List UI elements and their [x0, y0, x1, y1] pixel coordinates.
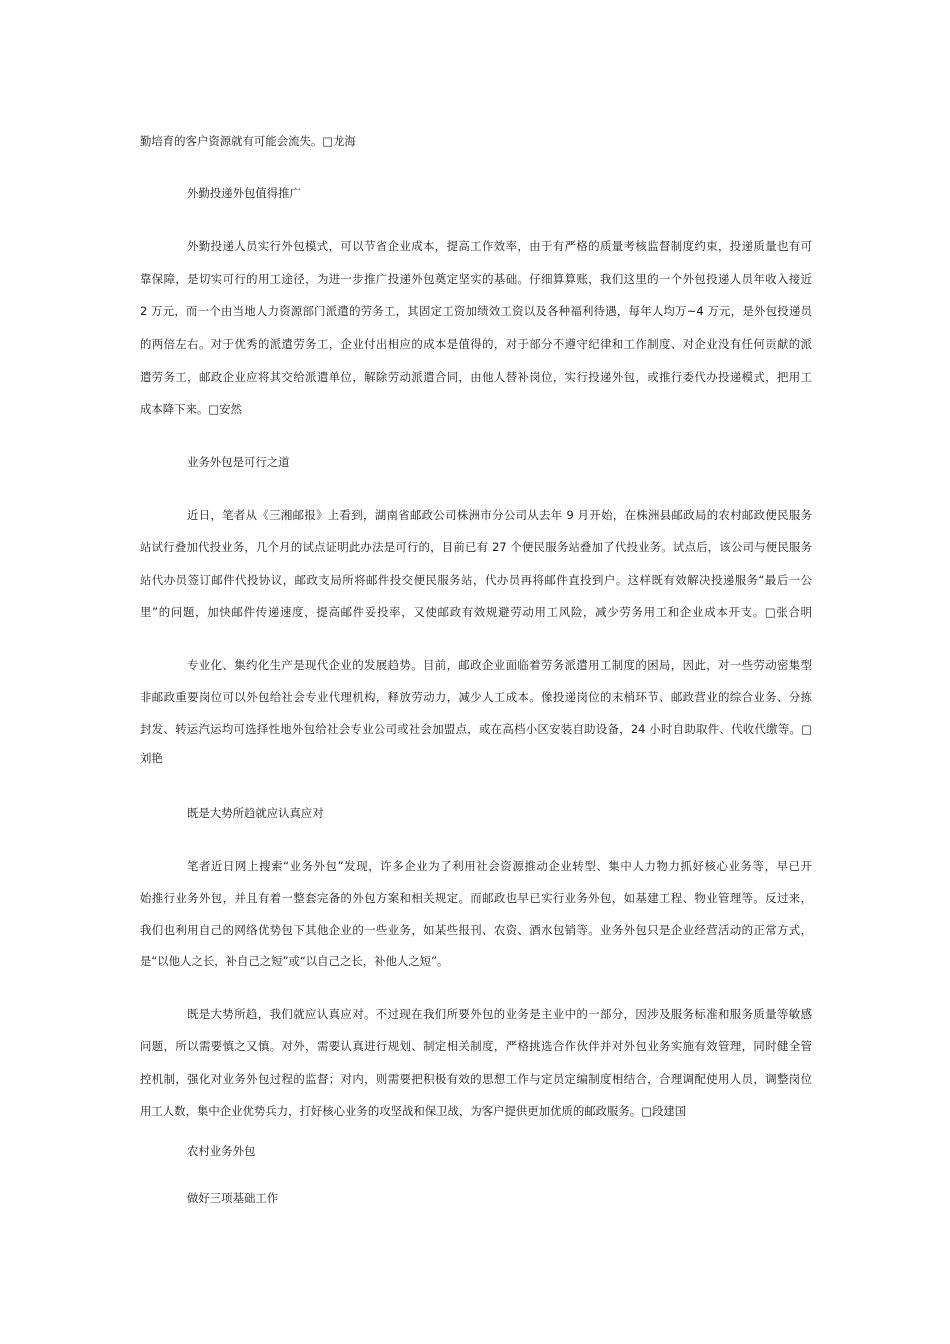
paragraph-line: 近日，笔者从《三湘邮报》上看到，湖南省邮政公司株洲市分公司从去年 9 月开始，在株洲县邮政局的农村邮政便民服务	[187, 508, 812, 522]
section-heading: 既是大势所趋就应认真应对	[187, 806, 324, 820]
paragraph-line: 我们也利用自己的网络优势包下其他企业的一些业务，如某些报刊、农资、酒水包销等。业务外包只是企业经营活动的正常方式，	[140, 923, 812, 937]
section-heading: 做好三项基础工作	[187, 1191, 279, 1205]
paragraph-line: 既是大势所趋，我们就应认真应对。不过现在我们所要外包的业务是主业中的一部分，因涉及服务标准和服务质量等敏感	[187, 1007, 812, 1021]
paragraph-line: 封发、转运汽运均可选择性地外包给社会专业公司或社会加盟点，或在高档小区安装自助设备，24 小时自助取件、代收代缴等。□	[140, 722, 812, 736]
paragraph-line: 非邮政重要岗位可以外包给社会专业代理机构，释放劳动力，减少人工成本。像投递岗位的末梢环节、邮政营业的综合业务、分拣	[140, 690, 812, 704]
paragraph-line: 靠保障，是切实可行的用工途径，为进一步推广投递外包奠定坚实的基础。仔细算算账，我们这里的一个外包投递人员年收入接近	[140, 272, 812, 286]
section-heading: 业务外包是可行之道	[187, 455, 290, 469]
paragraph-line: 里”的问题，加快邮件传递速度，提高邮件妥投率，又使邮政有效规避劳动用工风险，减少劳务用工和企业成本开支。□张合明	[140, 605, 812, 619]
paragraph-line: 遣劳务工，邮政企业应将其交给派遣单位，解除劳动派遣合同，由他人替补岗位，实行投递外包，或推行委代办投递模式，把用工	[140, 370, 812, 384]
paragraph-line: 笔者近日网上搜索“业务外包”发现，许多企业为了利用社会资源推动企业转型、集中人力物力抓好核心业务等，早已开	[187, 859, 812, 873]
paragraph-line: 用工人数，集中企业优势兵力，打好核心业务的攻坚战和保卫战，为客户提供更加优质的邮政服务。□段建国	[140, 1104, 687, 1118]
paragraph-line: 成本降下来。□安然	[140, 402, 242, 416]
paragraph-line: 站代办员签订邮件代投协议，邮政支局所将邮件投交便民服务站，代办员再将邮件直投到户。这样既有效解决投递服务“最后一公	[140, 573, 812, 587]
paragraph-line: 2 万元，而一个由当地人力资源部门派遣的劳务工，其固定工资加绩效工资以及各种福利待遇，每年人均万~4 万元，是外包投递员	[140, 304, 812, 318]
paragraph-line: 刘艳	[140, 751, 163, 765]
section-heading: 农村业务外包	[187, 1144, 256, 1158]
section-heading: 外勤投递外包值得推广	[187, 186, 301, 200]
paragraph-line: 外勤投递人员实行外包模式，可以节省企业成本，提高工作效率，由于有严格的质量考核监督制度约束，投递质量也有可	[187, 239, 812, 253]
paragraph-line: 是“以他人之长，补自己之短”或“以自己之长，补他人之短”。	[140, 954, 449, 968]
paragraph-line: 勤培育的客户资源就有可能会流失。□龙海	[140, 134, 356, 148]
paragraph-line: 问题，所以需要慎之又慎。对外，需要认真进行规划、制定相关制度，严格挑选合作伙伴并对外包业务实施有效管理，同时健全管	[140, 1039, 812, 1053]
paragraph-line: 始推行业务外包，并且有着一整套完备的外包方案和相关规定。而邮政也早已实行业务外包，如基建工程、物业管理等。反过来，	[140, 891, 812, 905]
paragraph-line: 专业化、集约化生产是现代企业的发展趋势。目前，邮政企业面临着劳务派遣用工制度的困局，因此，对一些劳动密集型	[187, 658, 812, 672]
paragraph-line: 的两倍左右。对于优秀的派遣劳务工，企业付出相应的成本是值得的，对于部分不遵守纪律和工作制度、对企业没有任何贡献的派	[140, 337, 812, 351]
paragraph-line: 控机制，强化对业务外包过程的监督；对内，则需要把积极有效的思想工作与定员定编制度相结合，合理调配使用人员，调整岗位	[140, 1072, 812, 1086]
paragraph-line: 站试行叠加代投业务，几个月的试点证明此办法是可行的，目前已有 27 个便民服务站叠加了代投业务。试点后，该公司与便民服务	[140, 540, 812, 554]
